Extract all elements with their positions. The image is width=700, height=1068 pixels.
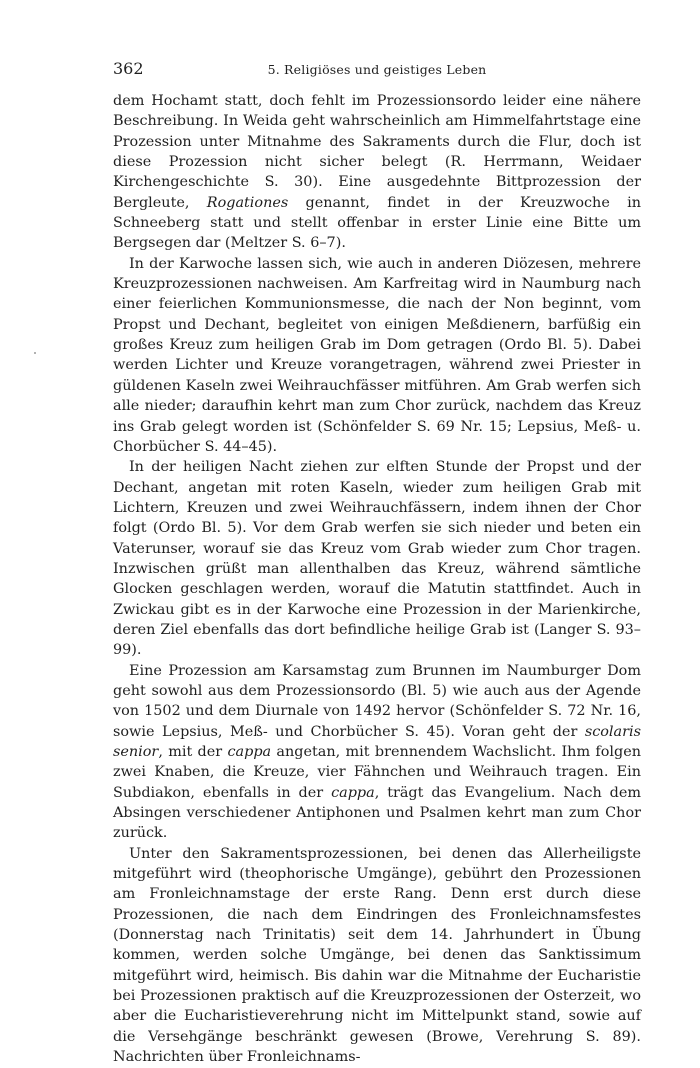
italic-text: cappa <box>227 744 272 760</box>
italic-text: cappa <box>331 784 375 801</box>
text-run: genannt, findet in der Kreuzwoche in Schneeberg statt und stellt offenbar in erster Linie eine Bitte um Bergsegen dar (Meltzer S. 6–7). <box>113 194 641 252</box>
paragraph <box>113 661 641 844</box>
italic-text: scolaris senior <box>113 723 641 760</box>
paragraph <box>113 254 641 457</box>
paragraph <box>113 91 641 254</box>
paragraph <box>113 844 641 1068</box>
text-run: Unter den Sakramentsprozessionen, bei denen das Allerheiligste mitgeführt wird (theophorische Umgänge), gebührt den Prozessionen am Fronleichnamstage der erste Rang. Denn erst durch diese Prozessionen, die nach dem Eindringen des Fronleichnamsfestes (Donnerstag nach Trinitatis) seit dem 14. Jahrhundert in Übung kommen, werden solche Umgänge, bei denen das Sanktissimum mitgeführt wird, heimisch. Bis dahin war die Mitnahme der Eucharistie bei Prozessionen praktisch auf die Kreuzprozessionen der Osterzeit, wo aber die Eucharistieverehrung nicht im Mittelpunkt stand, sowie auf die Versehgänge beschränkt gewesen (Browe, Verehrung S. 89). Nachrichten über Fronleichnams- <box>113 845 641 1066</box>
text-run: , mit der <box>158 744 228 760</box>
page-header <box>113 59 641 79</box>
text-run: angetan, mit brennendem Wachslicht. Ihm folgen zwei Knaben, die Kreuze, vier Fähnchen und Weihrauch tragen. Ein Subdiakon, ebenfalls in der <box>113 744 641 801</box>
text-run: , trägt das Evangelium. Nach dem Absingen verschiedener Antiphonen und Psalmen kehrt man zum Chor zurück. <box>113 784 641 842</box>
running-title: 5. Religiöses und geistiges Leben <box>267 62 487 77</box>
body-text <box>113 91 641 1068</box>
paragraph <box>113 457 641 660</box>
margin-speck <box>34 352 36 354</box>
text-run: In der heiligen Nacht ziehen zur elften Stunde der Propst und der Dechant, angetan mit roten Kaseln, wieder zum heiligen Grab mit Lichtern, Kreuzen und zwei Weihrauchfässern, indem ihnen der Chor folgt (Ordo Bl. 5). Vor dem Grab werfen sie sich nieder und beten ein Vaterunser, worauf sie das Kreuz vom Grab wieder zum Chor tragen. Inzwischen grüßt man allenthalben das Kreuz, während sämtliche Glocken geschlagen werden, worauf die Matutin stattfindet. Auch in Zwickau gibt es in der Karwoche eine Prozession in der Marienkirche, deren Ziel ebenfalls das dort befindliche heilige Grab ist (Langer S. 93–99). <box>113 459 641 659</box>
text-run: Eine Prozession am Karsamstag zum Brunnen im Naumburger Dom geht sowohl aus dem Prozessionsordo (Bl. 5) wie auch aus der Agende von 1502 und dem Diurnale von 1492 hervor (Schönfelder S. 72 Nr. 16, sowie Lepsius, Meß- und Chorbücher S. 45). Voran geht der <box>113 662 641 740</box>
text-run: In der Karwoche lassen sich, wie auch in anderen Diözesen, mehrere Kreuzprozessionen nachweisen. Am Karfreitag wird in Naumburg nach einer feierlichen Kommunionsmesse, die nach der Non beginnt, vom Propst und Dechant, begleitet von einigen Meßdienern, barfüßig ein großes Kreuz zum heiligen Grab im Dom getragen (Ordo Bl. 5). Dabei werden Lichter und Kreuze vorangetragen, während zwei Priester in güldenen Kaseln zwei Weihrauchfässer mitführen. Am Grab werfen sich alle nieder; daraufhin kehrt man zum Chor zurück, nachdem das Kreuz ins Grab gelegt worden ist (Schönfelder S. 69 Nr. 15; Lepsius, Meß- u. Chorbücher S. 44–45). <box>113 255 641 455</box>
page-number: 362 <box>113 59 144 78</box>
text-run: dem Hochamt statt, doch fehlt im Prozessionsordo leider eine nähere Beschreibung. In Weida geht wahrscheinlich am Himmelfahrtstage eine Prozession unter Mitnahme des Sakraments durch die Flur, doch ist diese Prozession nicht sicher belegt (R. Herrmann, Weidaer Kirchengeschichte S. 30). Eine ausgedehnte Bittprozession der Bergleute, <box>113 93 641 211</box>
italic-text: Rogationes <box>206 194 289 211</box>
